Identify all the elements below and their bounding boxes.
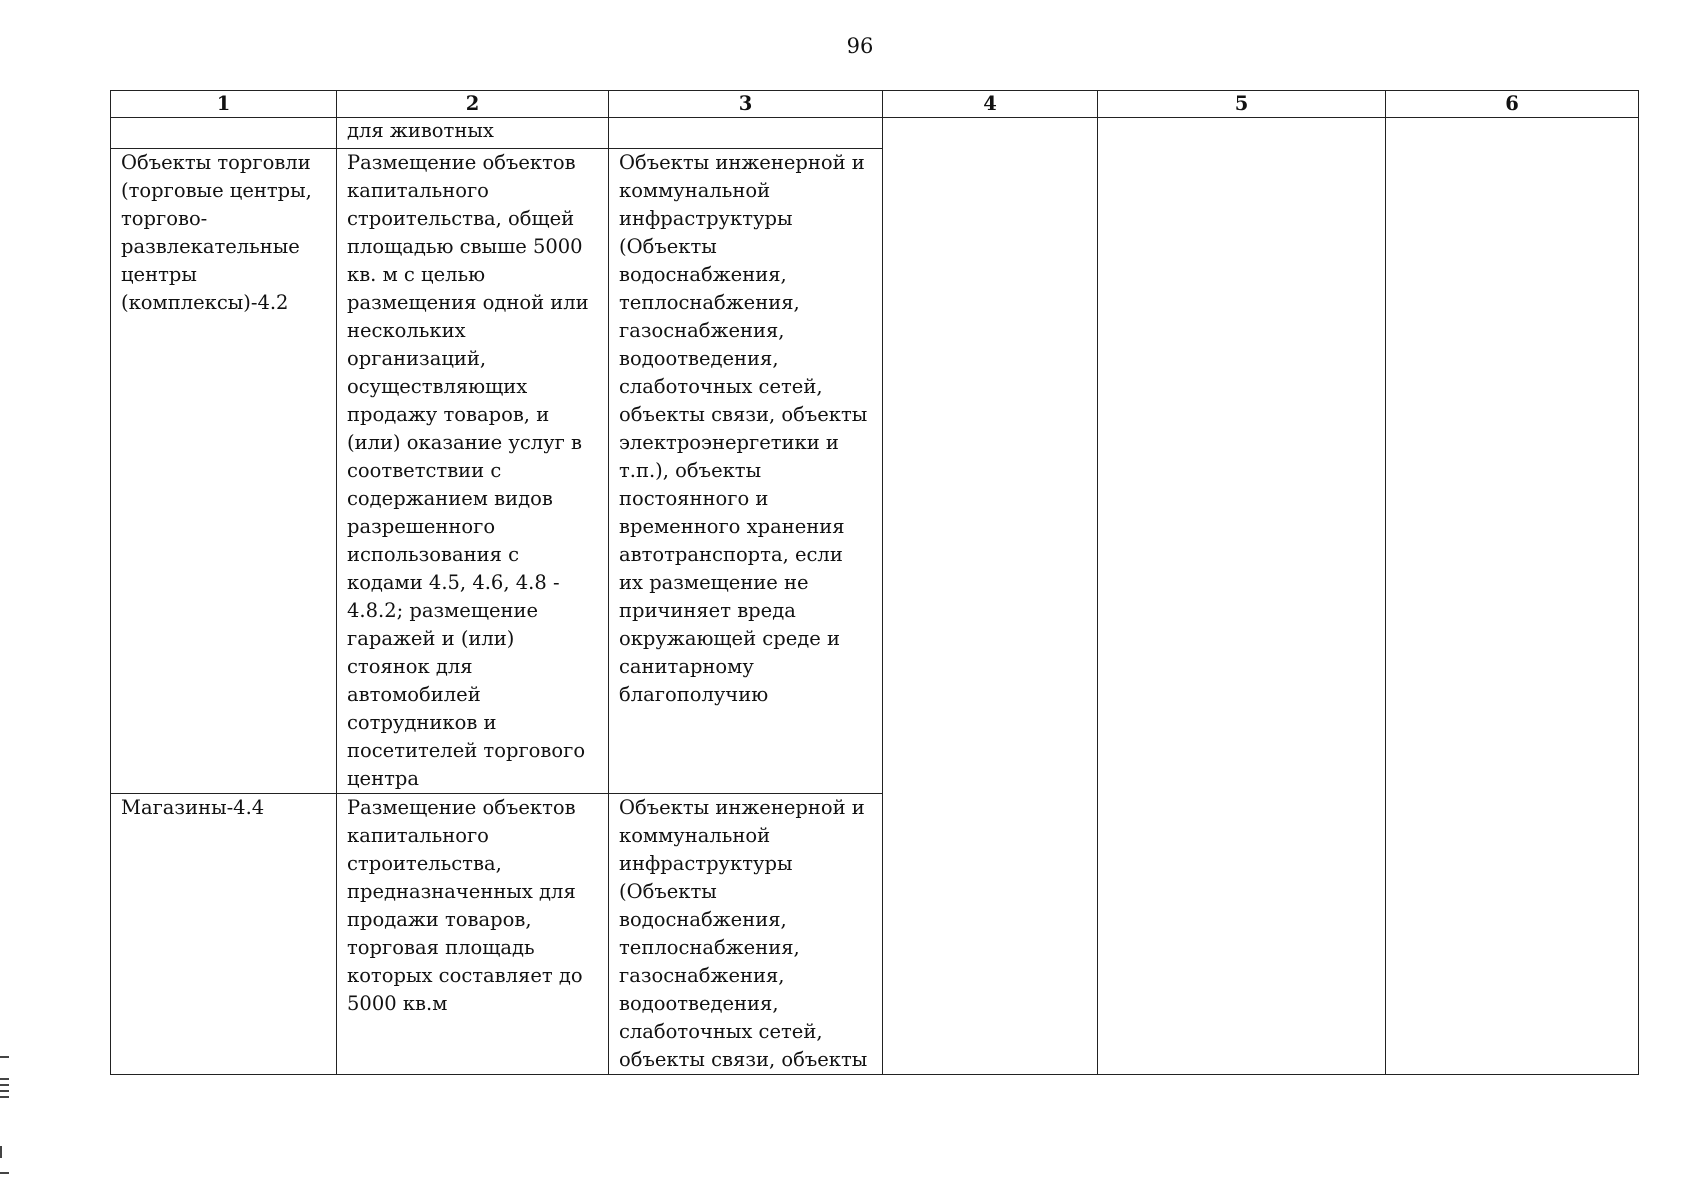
column-header-1: 1 <box>111 91 337 118</box>
table-cell-empty <box>609 118 883 149</box>
column-header-4: 4 <box>883 91 1098 118</box>
column-header-3: 3 <box>609 91 883 118</box>
scan-edge-mark <box>0 1172 9 1174</box>
table-row-continued <box>111 118 1639 149</box>
column-header-5: 5 <box>1098 91 1386 118</box>
scan-edge-mark <box>0 1146 2 1158</box>
table-cell: Магазины-4.4 <box>111 794 337 1075</box>
table-cell-empty <box>1386 118 1639 1075</box>
scan-edge-mark <box>0 1096 9 1098</box>
table-cell: Размещение объектов капитального строительства, общей площадью свыше 5000 кв. м с целью размещения одной или нескольких организаций, осуществляющих продажу товаров, и (или) оказание услуг в соответствии с содержанием видов разрешенного использования с кодами 4.5, 4.6, 4.8 - 4.8.2; размещение гаражей и (или) стоянок для автомобилей сотрудников и посетителей торгового центра <box>337 149 609 794</box>
page-number: 96 <box>846 34 874 58</box>
column-header-6: 6 <box>1386 91 1639 118</box>
scan-edge-mark <box>0 1084 9 1086</box>
table-cell-empty <box>111 118 337 149</box>
table-cell <box>337 118 609 149</box>
zoning-table <box>110 90 1639 1075</box>
scan-edge-mark <box>0 1078 9 1080</box>
table-cell: Объекты торговли (торговые центры, торгово- развлекательные центры (комплексы)-4.2 <box>111 149 337 794</box>
scan-edge-mark <box>0 1090 9 1092</box>
table-cell: Объекты инженерной и коммунальной инфраструктуры (Объекты водоснабжения, теплоснабжения, газоснабжения, водоотведения, слаботочных сетей, объекты связи, объекты электроэнергетики и т.п.), объекты постоянного и временного хранения автотранспорта, если их размещение не причиняет вреда окружающей среде и санитарному благополучию <box>609 149 883 794</box>
scan-edge-mark <box>0 1056 9 1058</box>
table-cell-empty <box>883 118 1098 1075</box>
table-cell: Объекты инженерной и коммунальной инфраструктуры (Объекты водоснабжения, теплоснабжения, газоснабжения, водоотведения, слаботочных сетей, объекты связи, объекты <box>609 794 883 1075</box>
column-header-2: 2 <box>337 91 609 118</box>
cell-text: для животных <box>347 119 494 142</box>
table-cell-empty <box>1098 118 1386 1075</box>
table-cell: Размещение объектов капитального строительства, предназначенных для продажи товаров, торговая площадь которых составляет до 5000 кв.м <box>337 794 609 1075</box>
table-header-row <box>111 91 1639 118</box>
